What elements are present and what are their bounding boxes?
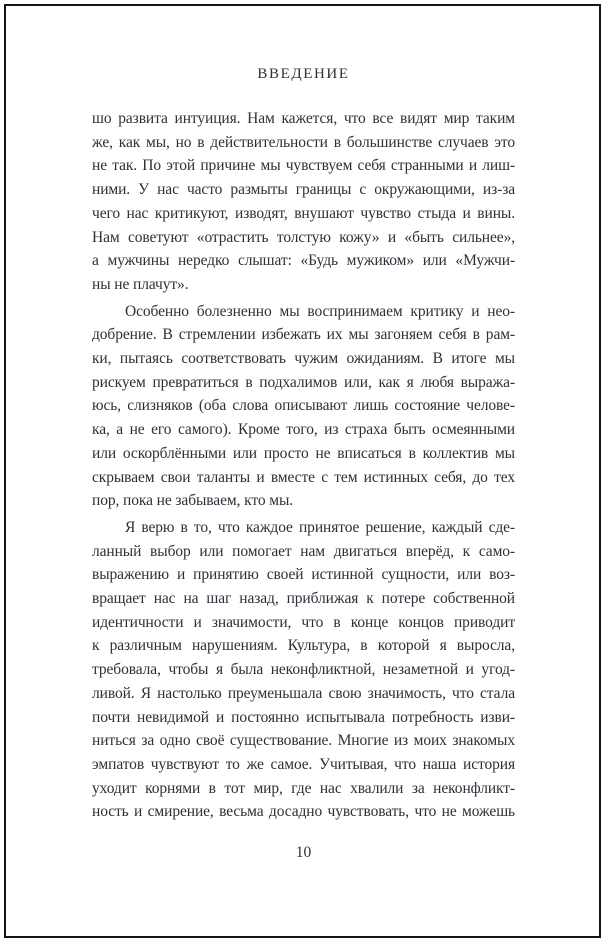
text-line: ниться за одно своё существование. Многие из моих знакомых <box>92 732 515 750</box>
text-line: ка, а не его самого). Кроме того, из страха быть осмеянными <box>92 421 515 439</box>
text-line: ливой. Я настолько преуменьшала свою значимость, что стала <box>92 684 515 702</box>
chapter-header: ВВЕДЕНИЕ <box>257 66 350 82</box>
text-line: ность и смирение, весьма досадно чувствовать, что не можешь <box>92 803 515 821</box>
text-line: требовала, чтобы я была неконфликтной, незаметной и угод- <box>92 661 515 679</box>
text-line: Я верю в то, что каждое принятое решение, каждый сде- <box>125 518 515 536</box>
text-line: выражению и принятию своей истинной сущности, или воз- <box>92 566 515 584</box>
text-line: пор, пока не забываем, кто мы. <box>92 492 294 510</box>
text-line: ны не плачут». <box>92 275 189 293</box>
text-line: а мужчины нередко слышат: «Будь мужиком» или «Мужчи- <box>92 252 515 270</box>
text-line: уходит корнями в тот мир, где нас хвалили за неконфликт- <box>92 779 515 797</box>
paragraph <box>92 107 515 297</box>
text-line: почти невидимой и постоянно испытывала потребность изви- <box>92 708 515 726</box>
text-line: добрение. В стремлении избежать их мы загоняем себя в рам- <box>92 326 515 344</box>
text-line: ними. У нас часто размыты границы с окружающими, из-за <box>92 181 515 199</box>
text-line: Особенно болезненно мы воспринимаем критику и нео- <box>125 302 515 320</box>
text-line: юсь, слизняков (оба слова описывают лишь состояние челове- <box>92 397 515 415</box>
text-line: идентичности и значимости, что в конце концов приводит <box>92 613 515 631</box>
text-line: вращает нас на шаг назад, приближая к потере собственной <box>92 590 515 608</box>
page-body <box>92 107 515 824</box>
paragraph <box>92 300 515 513</box>
text-line: ки, пытаясь соответствовать чужим ожиданиям. В итоге мы <box>92 350 515 368</box>
text-line: ланный выбор или помогает нам двигаться вперёд, к само- <box>92 542 515 560</box>
text-line: шо развита интуиция. Нам кажется, что все видят мир таким <box>92 110 515 127</box>
page-number: 10 <box>295 844 312 861</box>
text-line: к различным нарушениям. Культура, в которой я выросла, <box>92 637 515 655</box>
text-line: или оскорблёнными или просто не вписаться в коллектив мы <box>92 444 515 462</box>
text-line: Нам советуют «отрастить толстую кожу» и «быть сильнее», <box>92 228 515 246</box>
text-line: чего нас критикуют, изводят, внушают чувство стыда и вины. <box>92 204 515 222</box>
text-line: эмпатов чувствуют то же самое. Учитывая, что наша история <box>92 755 515 773</box>
text-line: скрываем свои таланты и вместе с тем истинных себя, до тех <box>92 468 515 486</box>
text-line: же, как мы, но в действительности в большинстве случаев это <box>92 133 515 151</box>
text-line: не так. По этой причине мы чувствуем себя странными и лиш- <box>92 157 515 175</box>
paragraph <box>92 516 515 824</box>
text-line: рискуем превратиться в подхалимов или, как я любя выража- <box>92 373 515 391</box>
